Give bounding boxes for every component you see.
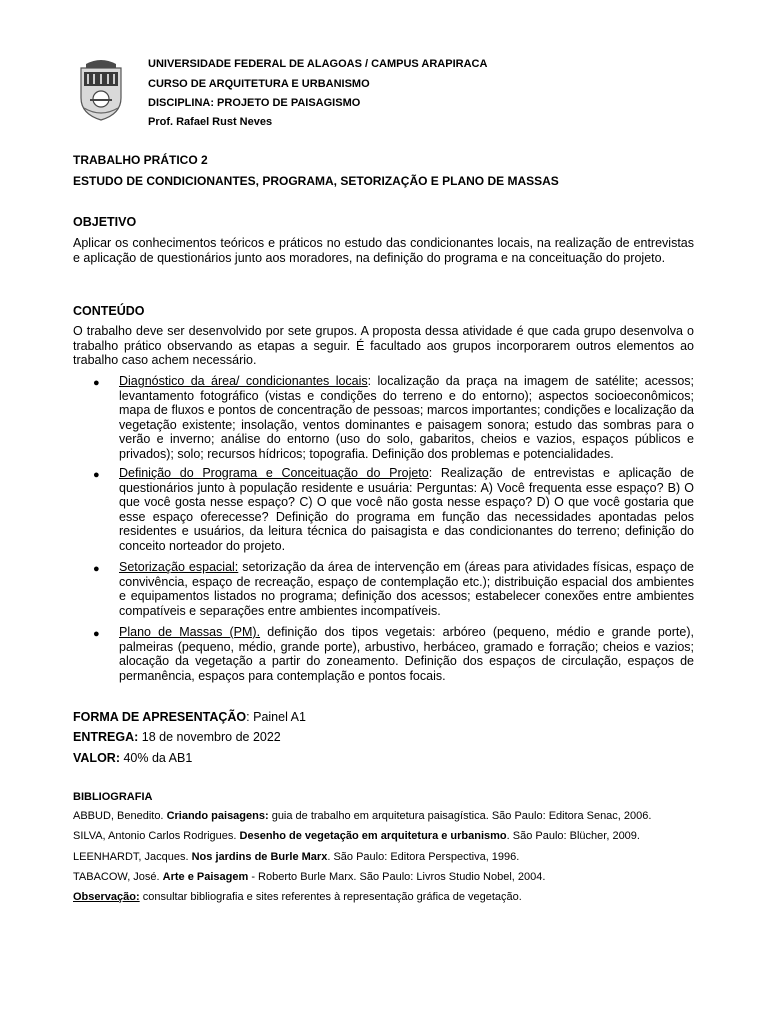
- item-title: Definição do Programa e Conceituação do Projeto: [119, 466, 429, 480]
- objetivo-heading: OBJETIVO: [73, 215, 137, 229]
- forma-apresentacao: FORMA DE APRESENTAÇÃO: Painel A1: [73, 710, 306, 724]
- bibliografia-heading: BIBLIOGRAFIA: [73, 791, 153, 803]
- list-item-diagnostico: Diagnóstico da área/ condicionantes locais: localização da praça na imagem de satélite; acessos; levantamento fotográfico (vistas e condições do terreno e do entorno); aspectos socioeconômicos; mapa de fluxos e pontos de concentração de pessoas; marcos importantes; condições e localização da vegetação existente; insolação, ventos dominantes e paisagem sonora; estudo das sombras para o verão e inverno; análise do entorno (uso do solo, gabaritos, cheios e vazios, espaços públicos e privados); solo; recursos hídricos; topografia. Definição dos problemas e potencialidades.: [119, 374, 694, 461]
- bullet-icon: ●: [93, 628, 100, 640]
- item-text: definição dos tipos vegetais: arbóreo (pequeno, médio e grande porte), palmeiras (pequeno, médio, grande porte), arbustivo, herbáceo, gramado e forração; cheios e vazios; alocação da vegetação a partir do zoneamento. Definição dos espaços de circulação, espaços de permanência, espaços para contemplação e pontos focais.: [119, 625, 694, 683]
- header-university: UNIVERSIDADE FEDERAL DE ALAGOAS / CAMPUS ARAPIRACA: [148, 58, 488, 70]
- header-professor: Prof. Rafael Rust Neves: [148, 116, 273, 128]
- conteudo-intro: O trabalho deve ser desenvolvido por sete grupos. A proposta dessa atividade é que cada grupo desenvolva o trabalho prático observando as etapas a seguir. É facultado aos grupos incorporarem outros elementos ao trabalho caso achem necessário.: [73, 324, 694, 367]
- bullet-icon: ●: [93, 563, 100, 575]
- item-title: Diagnóstico da área/ condicionantes locais: [119, 374, 368, 388]
- header-discipline: DISCIPLINA: PROJETO DE PAISAGISMO: [148, 97, 361, 109]
- objetivo-text: Aplicar os conhecimentos teóricos e práticos no estudo das condicionantes locais, na realização de entrevistas e aplicação de questionários junto aos moradores, na definição do programa e na conceituação do projeto.: [73, 236, 694, 265]
- reference-item: ABBUD, Benedito. Criando paisagens: guia de trabalho em arquitetura paisagística. São Paulo: Editora Senac, 2006.: [73, 810, 652, 822]
- valor: VALOR: 40% da AB1: [73, 751, 193, 765]
- item-title: Setorização espacial:: [119, 560, 239, 574]
- item-text: setorização da área de intervenção em (áreas para atividades físicas, espaço de convivência, espaço de recreação, espaço de contemplação etc.); distribuição espacial dos ambientes e equipamentos listados no programa; definição dos acessos; estabelecer conexões entre ambientes compatíveis e separações entre ambientes incompatíveis.: [119, 560, 694, 618]
- assignment-title: TRABALHO PRÁTICO 2: [73, 153, 208, 167]
- header-course: CURSO DE ARQUITETURA E URBANISMO: [148, 78, 370, 90]
- item-title: Plano de Massas (PM).: [119, 625, 261, 639]
- reference-item: TABACOW, José. Arte e Paisagem - Roberto Burle Marx. São Paulo: Livros Studio Nobel, 2004.: [73, 871, 546, 883]
- bullet-icon: ●: [93, 377, 100, 389]
- reference-item: SILVA, Antonio Carlos Rodrigues. Desenho de vegetação em arquitetura e urbanismo. São Paulo: Blücher, 2009.: [73, 830, 640, 842]
- bullet-icon: ●: [93, 469, 100, 481]
- reference-item: LEENHARDT, Jacques. Nos jardins de Burle Marx. São Paulo: Editora Perspectiva, 1996.: [73, 851, 520, 863]
- observacao-note: Observação: consultar bibliografia e sites referentes à representação gráfica de vegetação.: [73, 891, 522, 903]
- conteudo-heading: CONTEÚDO: [73, 304, 145, 318]
- list-item-plano-massas: [119, 625, 694, 683]
- list-item-setorizacao: [119, 560, 694, 618]
- item-text: localização da praça na imagem de satélite; acessos; levantamento fotográfico (vistas e condições do terreno e do entorno); aspectos socioeconômicos; mapa de fluxos e pontos de concentração de pessoas; marcos importantes; condições e localização da vegetação existente; insolação, ventos dominantes e paisagem sonora; estudo das sombras para o verão e inverno; análise do entorno (uso do solo, gabaritos, cheios e vazios, espaços públicos e privados); solo; recursos hídricos; topografia. Definição dos problemas e potencialidades.: [119, 374, 694, 461]
- assignment-subtitle: ESTUDO DE CONDICIONANTES, PROGRAMA, SETORIZAÇÃO E PLANO DE MASSAS: [73, 174, 559, 188]
- list-item-programa: Definição do Programa e Conceituação do Projeto: Realização de entrevistas e aplicação de questionários junto à população residente e usuária: Perguntas: A) Você frequenta esse espaço? B) O que você gosta nesse espaço? C) O que você não gosta nesse espaço? D) O que você gostaria que esse espaço oferecesse? Definição do programa em função das necessidades apontadas pelos residentes e usuários, da leitura técnica do paisagista e das condicionantes do terreno; definição do conceito norteador do projeto.: [119, 466, 695, 553]
- university-crest-logo: [76, 56, 126, 122]
- entrega: ENTREGA: 18 de novembro de 2022: [73, 730, 281, 744]
- item-text: Realização de entrevistas e aplicação de questionários junto à população residente e usuária: Perguntas: A) Você frequenta esse espaço? B) O que você gosta nesse espaço? C) O que você não gosta nesse espaço? D) O que você gostaria que esse espaço oferecesse? Definição do programa em função das necessidades apontadas pelos residentes e usuários, da leitura técnica do paisagista e das condicionantes do terreno; definição do conceito norteador do projeto.: [119, 466, 695, 553]
